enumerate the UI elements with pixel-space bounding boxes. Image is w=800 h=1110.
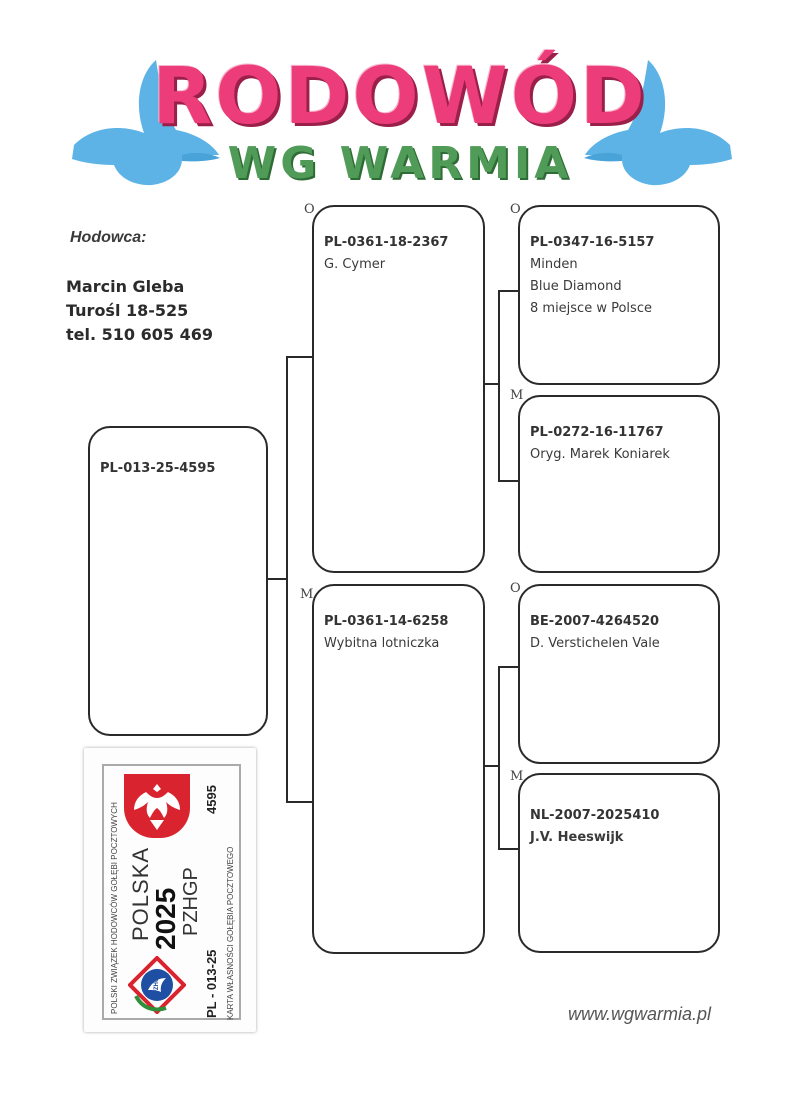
card-association: POLSKI ZWIĄZEK HODOWCÓW GOŁĘBI POCZTOWYCH [110, 802, 119, 1014]
maternal-grandfather-box [518, 584, 720, 764]
connector-line [498, 848, 518, 850]
paternal-grandfather-note: Blue Diamond [530, 279, 622, 294]
paternal-grandmother-ring: PL-0272-16-11767 [530, 425, 664, 440]
connector-line [498, 666, 500, 850]
sex-label-father: O [510, 202, 521, 217]
pigeon-ring: PL-013-25-4595 [100, 461, 216, 476]
connector-line [286, 801, 312, 803]
page-title: RODOWÓD [152, 52, 648, 142]
maternal-grandmother-box [518, 773, 720, 953]
sex-label-father: O [304, 202, 315, 217]
card-footer: KARTA WŁASNOŚCI GOŁĘBIA POCZTOWEGO [226, 846, 235, 1020]
father-box [312, 205, 485, 573]
paternal-grandfather-ring: PL-0347-16-5157 [530, 235, 655, 250]
father-ring: PL-0361-18-2367 [324, 235, 449, 250]
breeder-phone: tel. 510 605 469 [66, 325, 213, 344]
mother-box [312, 584, 485, 954]
sex-label-mother: M [510, 388, 524, 403]
website-link[interactable]: www.wgwarmia.pl [568, 1004, 712, 1024]
connector-line [498, 480, 518, 482]
connector-line [484, 765, 499, 767]
paternal-grandmother-box [518, 395, 720, 573]
connector-line [266, 578, 287, 580]
ownership-card [84, 748, 256, 1032]
connector-line [498, 290, 500, 482]
sex-label-father: O [510, 581, 521, 596]
connector-line [498, 290, 518, 292]
connector-line [286, 356, 288, 803]
sex-label-mother: M [510, 769, 524, 784]
breeder-address: Turośl 18-525 [66, 301, 189, 320]
paternal-grandfather-note: Minden [530, 257, 578, 272]
breeder-label: Hodowca: [70, 229, 147, 246]
card-number: 4595 [204, 785, 219, 814]
maternal-grandfather-ring: BE-2007-4264520 [530, 614, 660, 629]
father-note: G. Cymer [324, 257, 386, 272]
card-logo-text: PZHGP [154, 973, 160, 994]
mother-note: Wybitna lotniczka [324, 636, 440, 651]
connector-line [498, 666, 518, 668]
connector-line [484, 383, 499, 385]
card-country: POLSKA [128, 846, 153, 941]
connector-line [286, 356, 312, 358]
paternal-grandmother-note: Oryg. Marek Koniarek [530, 447, 670, 462]
pigeon-box [88, 426, 268, 736]
card-ring-prefix: PL - 013-25 [204, 949, 219, 1018]
maternal-grandmother-note: J.V. Heeswijk [530, 830, 624, 845]
breeder-name: Marcin Gleba [66, 277, 185, 296]
paternal-grandfather-note: 8 miejsce w Polsce [530, 301, 652, 316]
card-year: 2025 [150, 887, 181, 950]
mother-ring: PL-0361-14-6258 [324, 614, 449, 629]
maternal-grandmother-ring: NL-2007-2025410 [530, 808, 660, 823]
paternal-grandfather-box [518, 205, 720, 385]
page-subtitle: WG WARMIA [227, 138, 573, 189]
sex-label-mother: M [300, 587, 314, 602]
card-org: PZHGP [180, 867, 202, 936]
polish-eagle-icon [124, 774, 190, 838]
card-frame [102, 764, 241, 1020]
maternal-grandfather-note: D. Verstichelen Vale [530, 636, 660, 651]
